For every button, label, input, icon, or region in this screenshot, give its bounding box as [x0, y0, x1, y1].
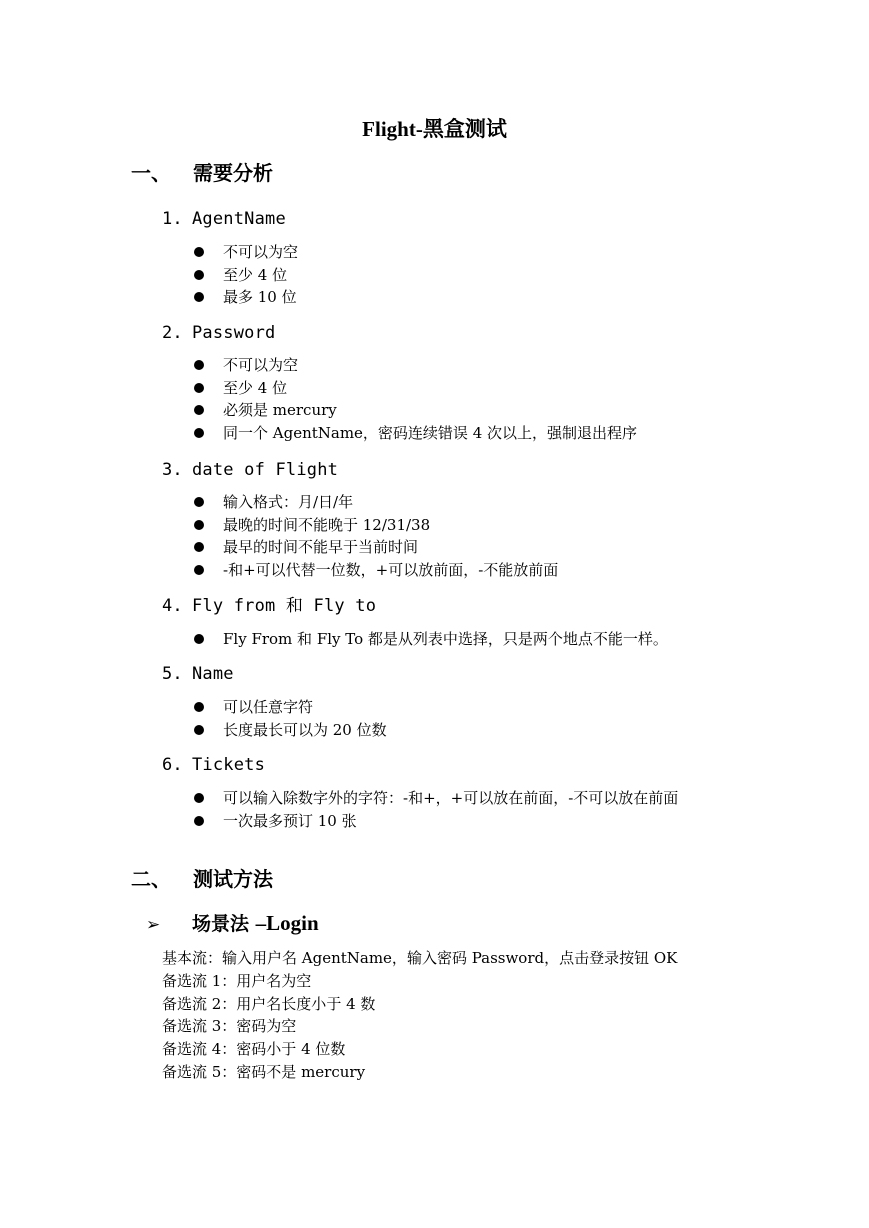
bullet-list: [193, 354, 743, 445]
bullet-dot-icon: [194, 634, 204, 644]
bullet-dot-icon: [194, 702, 204, 712]
list-item: 不可以为空: [193, 241, 743, 264]
flow-line: 备选流 4：密码小于 4 位数: [162, 1040, 346, 1059]
bullet-list: [193, 696, 743, 741]
list-item: 可以任意字符: [193, 696, 743, 719]
scenario-subtitle: –Login: [255, 911, 319, 935]
subsection-heading: [162, 663, 234, 685]
section-1-number: 一、: [131, 161, 171, 185]
flow-list: [162, 947, 677, 1084]
section-2-heading: [131, 866, 273, 892]
bullet-dot-icon: [194, 793, 204, 803]
scenario-title: 场景法: [192, 913, 250, 935]
bullet-list: [193, 241, 743, 309]
subsection-title: AgentName: [192, 209, 286, 229]
bullet-dot-icon: [194, 247, 204, 257]
list-item: 必须是 mercury: [193, 399, 743, 422]
list-item: 不可以为空: [193, 354, 743, 377]
subsection-title: Password: [192, 323, 276, 343]
list-item: 输入格式：月/日/年: [193, 491, 743, 514]
list-item: 最多 10 位: [193, 286, 743, 309]
subsection-number: 4.: [162, 596, 183, 616]
bullet-dot-icon: [194, 405, 204, 415]
subsection-number: 6.: [162, 755, 183, 775]
section-1-heading: [131, 160, 273, 186]
bullet-dot-icon: [194, 497, 204, 507]
flow-line: 备选流 5：密码不是 mercury: [162, 1062, 366, 1081]
bullet-dot-icon: [194, 292, 204, 302]
bullet-list: [193, 628, 763, 651]
flow-line: 备选流 3：密码为空: [162, 1017, 297, 1036]
bullet-dot-icon: [194, 542, 204, 552]
subsection-heading: [162, 322, 275, 344]
subsection-heading: [162, 754, 265, 776]
flow-line: 备选流 2：用户名长度小于 4 数: [162, 994, 376, 1013]
scenario-heading: [146, 910, 319, 938]
list-item: 同一个 AgentName，密码连续错误 4 次以上，强制退出程序: [193, 422, 743, 445]
list-item: 至少 4 位: [193, 264, 743, 287]
list-item: 一次最多预订 10 张: [193, 810, 743, 833]
subsection-number: 1.: [162, 209, 183, 229]
flow-line: 基本流：输入用户名 AgentName，输入密码 Password，点击登录按钮 OK: [162, 949, 678, 967]
subsection-heading: [162, 595, 376, 617]
section-1-title: 需要分析: [193, 161, 273, 185]
subsection-title: Tickets: [192, 755, 266, 775]
subsection-title: date of Flight: [192, 460, 339, 480]
bullet-dot-icon: [194, 520, 204, 530]
subsection-heading: [162, 459, 338, 481]
document-title: Flight-黑盒测试: [362, 117, 507, 141]
bullet-dot-icon: [194, 816, 204, 826]
section-2-title: 测试方法: [193, 867, 273, 891]
bullet-dot-icon: [194, 565, 204, 575]
section-2-number: 二、: [131, 867, 171, 891]
subsection-title: Fly from 和 Fly to: [192, 596, 377, 616]
bullet-dot-icon: [194, 428, 204, 438]
subsection-number: 2.: [162, 323, 183, 343]
subsection-title: Name: [192, 664, 234, 684]
arrow-bullet-icon: ➢: [146, 915, 161, 935]
subsection-heading: [162, 208, 286, 230]
bullet-dot-icon: [194, 383, 204, 393]
list-item: 可以输入除数字外的字符：-和+，+可以放在前面，-不可以放在前面: [193, 787, 743, 810]
bullet-list: [193, 787, 743, 832]
list-item: 最晚的时间不能晚于 12/31/38: [193, 514, 743, 537]
list-item: -和+可以代替一位数，+可以放前面，-不能放前面: [193, 559, 743, 582]
list-item: 最早的时间不能早于当前时间: [193, 536, 743, 559]
list-item: 至少 4 位: [193, 377, 743, 400]
flow-line: 备选流 1：用户名为空: [162, 971, 312, 990]
bullet-dot-icon: [194, 360, 204, 370]
list-item: Fly From 和 Fly To 都是从列表中选择，只是两个地点不能一样。: [193, 628, 763, 651]
bullet-dot-icon: [194, 725, 204, 735]
subsection-number: 5.: [162, 664, 183, 684]
list-item: 长度最长可以为 20 位数: [193, 719, 743, 742]
bullet-dot-icon: [194, 270, 204, 280]
bullet-list: [193, 491, 743, 582]
subsection-number: 3.: [162, 460, 183, 480]
